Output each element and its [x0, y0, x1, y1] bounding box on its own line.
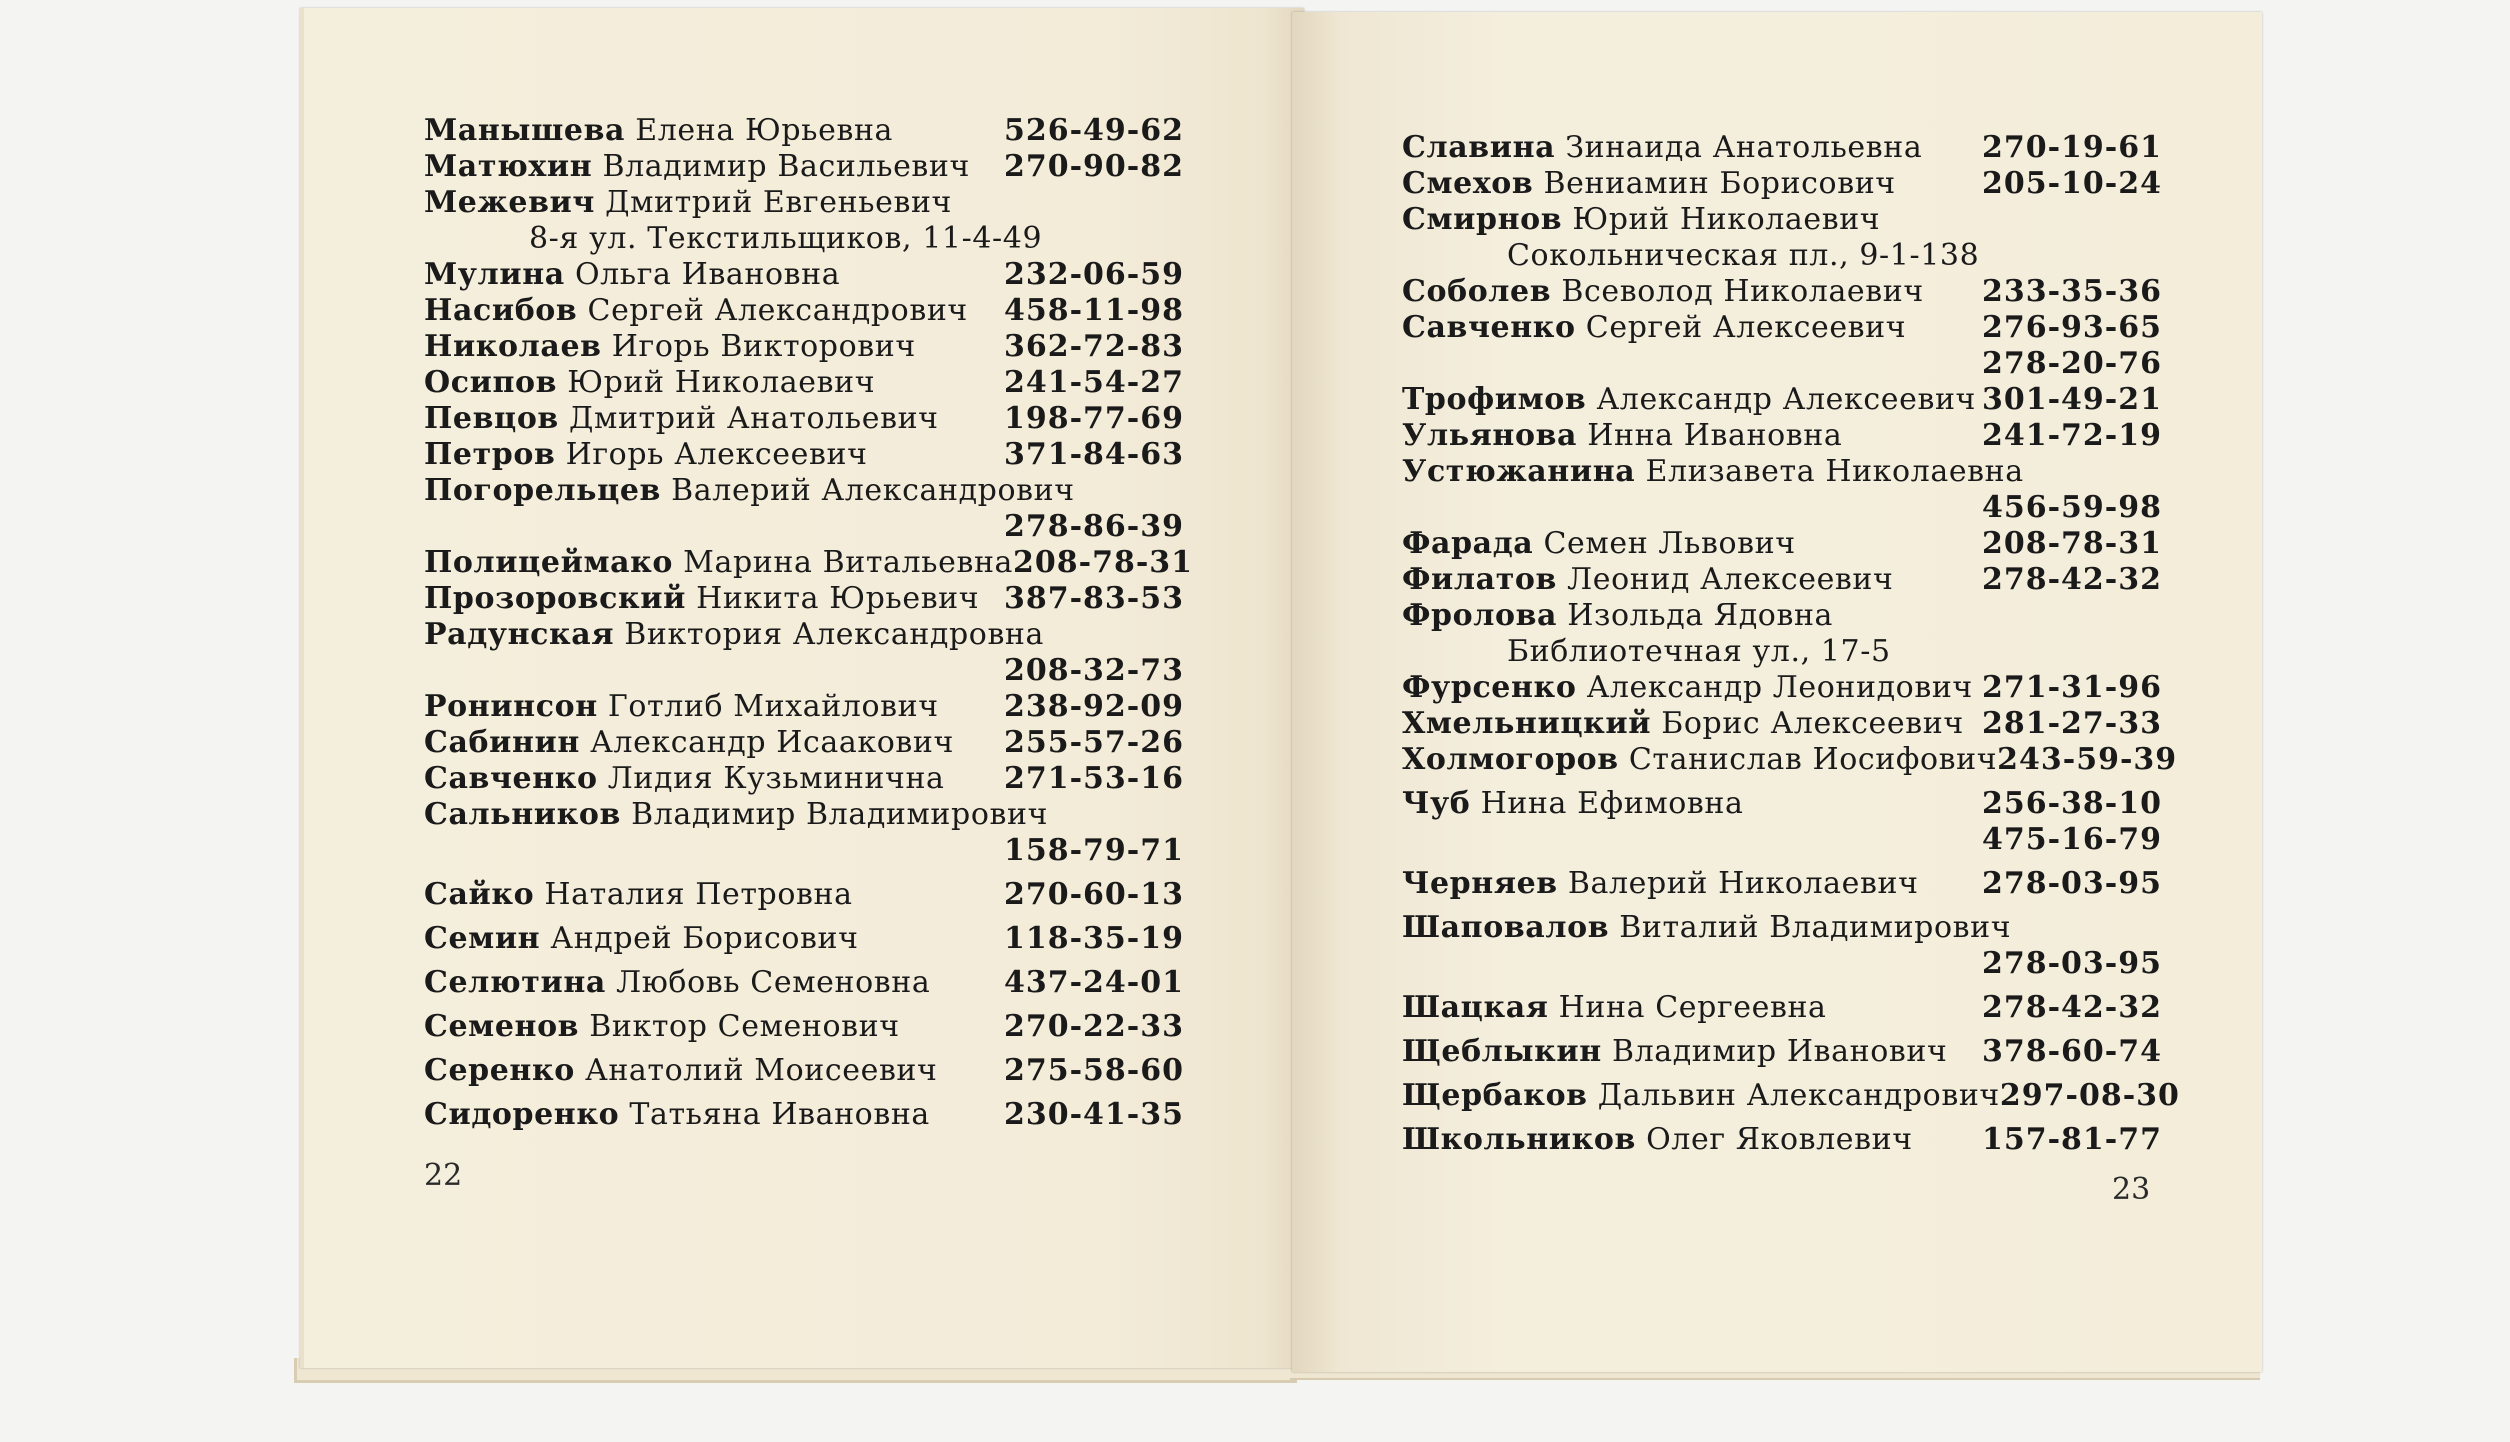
entry-phone: 157-81-77 — [1981, 1122, 2162, 1157]
entry-spacer — [1402, 778, 2162, 786]
entry-surname: Хмельницкий — [1402, 706, 1652, 741]
entry-surname: Семин — [424, 921, 541, 956]
directory-entry — [424, 329, 1184, 365]
entry-line — [424, 437, 1184, 473]
entry-line — [1402, 454, 2162, 490]
entry-given-name: Нина Сергеевна — [1558, 990, 1827, 1025]
directory-entry — [1402, 598, 2162, 670]
entry-surname: Серенко — [424, 1053, 575, 1088]
entry-line — [424, 545, 1194, 581]
directory-entry — [424, 149, 1184, 185]
entry-phone: 256-38-10 — [1981, 786, 2162, 821]
directory-entry — [424, 617, 1184, 689]
entry-surname: Савченко — [424, 761, 598, 796]
entry-phone: 270-19-61 — [1981, 130, 2162, 165]
entry-surname: Смехов — [1402, 166, 1534, 201]
entry-phone: 378-60-74 — [1981, 1034, 2162, 1069]
entry-name — [1402, 1122, 1913, 1158]
entry-name — [424, 473, 1075, 509]
entry-phone: 230-41-35 — [1003, 1097, 1184, 1132]
entry-phone: 371-84-63 — [1003, 437, 1184, 472]
entry-given-name: Станислав Иосифович — [1628, 742, 1998, 777]
entry-line — [424, 689, 1184, 725]
entry-name — [1402, 990, 1827, 1026]
entry-surname: Шацкая — [1402, 990, 1549, 1025]
entry-surname: Сабинин — [424, 725, 580, 760]
entry-name — [1402, 1034, 1947, 1070]
entry-name — [424, 185, 952, 221]
entry-given-name: Владимир Васильевич — [602, 149, 970, 184]
page-number-left: 22 — [424, 1158, 463, 1193]
entry-line — [1402, 418, 2162, 454]
entry-phone: 271-53-16 — [1003, 761, 1184, 796]
entry-phone: 208-78-31 — [1981, 526, 2162, 561]
entry-surname: Матюхин — [424, 149, 593, 184]
entry-surname: Черняев — [1402, 866, 1558, 901]
entry-line — [424, 1009, 1184, 1045]
entry-name — [1402, 562, 1893, 598]
entry-line — [424, 921, 1184, 957]
entry-line — [424, 113, 1184, 149]
entry-name — [1402, 910, 2011, 946]
entry-line — [1402, 166, 2162, 202]
entry-line — [1402, 562, 2162, 598]
entry-given-name: Борис Алексеевич — [1661, 706, 1964, 741]
entry-given-name: Александр Исаакович — [590, 725, 954, 760]
entry-extra-phone: 475-16-79 — [1981, 822, 2162, 857]
entry-given-name: Марина Витальевна — [683, 545, 1014, 580]
entry-surname: Певцов — [424, 401, 559, 436]
entry-name — [424, 761, 945, 797]
entry-line — [1402, 310, 2162, 346]
entry-line — [424, 473, 1184, 509]
entry-name — [1402, 670, 1973, 706]
entry-line — [424, 257, 1184, 293]
entry-name — [1402, 786, 1743, 822]
entry-line — [424, 293, 1184, 329]
entry-phone: 301-49-21 — [1981, 382, 2162, 417]
entry-given-name: Нина Ефимовна — [1480, 786, 1744, 821]
entry-phone: 118-35-19 — [1003, 921, 1184, 956]
entry-extra-phone: 208-32-73 — [1003, 653, 1184, 688]
entry-line — [1402, 1078, 2180, 1114]
directory-entry — [424, 113, 1184, 149]
entry-surname: Семенов — [424, 1009, 580, 1044]
directory-entry — [1402, 786, 2162, 858]
entry-given-name: Андрей Борисович — [550, 921, 859, 956]
entry-name — [424, 617, 1044, 653]
entry-name — [424, 1053, 937, 1089]
entry-phone: 233-35-36 — [1981, 274, 2162, 309]
directory-entry — [1402, 310, 2162, 382]
directory-entry — [424, 689, 1184, 725]
entry-given-name: Лидия Кузьминична — [607, 761, 945, 796]
directory-entry — [424, 1097, 1184, 1133]
entry-given-name: Олег Яковлевич — [1646, 1122, 1913, 1157]
entry-phone: 458-11-98 — [1003, 293, 1184, 328]
entry-surname: Фарада — [1402, 526, 1534, 561]
directory-entry — [424, 185, 1184, 257]
entry-name — [424, 581, 979, 617]
entry-phone: 437-24-01 — [1003, 965, 1184, 1000]
directory-entry — [424, 797, 1184, 869]
entry-given-name: Татьяна Ивановна — [629, 1097, 930, 1132]
entry-line — [424, 617, 1184, 653]
entry-spacer — [424, 1089, 1184, 1097]
directory-entry — [1402, 1122, 2162, 1158]
entry-surname: Устюжанина — [1402, 454, 1636, 489]
entry-surname: Смирнов — [1402, 202, 1563, 237]
entry-given-name: Сергей Александрович — [587, 293, 968, 328]
entry-surname: Щеблыкин — [1402, 1034, 1602, 1069]
entry-phone: 278-42-32 — [1981, 562, 2162, 597]
entry-line — [424, 965, 1184, 1001]
entry-line — [424, 761, 1184, 797]
entry-line — [424, 797, 1184, 833]
entry-surname: Погорельцев — [424, 473, 662, 508]
entry-surname: Осипов — [424, 365, 558, 400]
entry-phone: 270-90-82 — [1003, 149, 1184, 184]
entry-surname: Соболев — [1402, 274, 1552, 309]
entry-name — [424, 689, 939, 725]
entry-surname: Трофимов — [1402, 382, 1587, 417]
entry-surname: Славина — [1402, 130, 1556, 165]
directory-entry — [424, 761, 1184, 797]
entry-name — [1402, 274, 1924, 310]
entry-given-name: Наталия Петровна — [544, 877, 853, 912]
entry-name — [1402, 526, 1796, 562]
entry-name — [424, 437, 868, 473]
directory-entry — [424, 921, 1184, 957]
directory-entry — [1402, 166, 2162, 202]
entry-line — [1402, 742, 2178, 778]
entry-line — [424, 1053, 1184, 1089]
entry-surname: Петров — [424, 437, 556, 472]
entry-spacer — [1402, 1070, 2162, 1078]
entry-line — [1402, 866, 2162, 902]
entry-name — [1402, 742, 1997, 778]
entry-phone: 270-22-33 — [1003, 1009, 1184, 1044]
entry-spacer — [1402, 982, 2162, 990]
entry-given-name: Семен Львович — [1543, 526, 1796, 561]
entry-line — [424, 149, 1184, 185]
entry-phone: 208-78-31 — [1013, 545, 1194, 580]
entry-address: Библиотечная ул., 17-5 — [1507, 634, 1891, 669]
entry-line — [424, 401, 1184, 437]
directory-column-right — [1402, 130, 2180, 1166]
entry-line — [1402, 706, 2162, 742]
entry-name — [1402, 166, 1896, 202]
entry-surname: Николаев — [424, 329, 602, 364]
entry-spacer — [424, 1001, 1184, 1009]
entry-name — [424, 365, 875, 401]
entry-given-name: Дальвин Александрович — [1597, 1078, 2000, 1113]
entry-given-name: Игорь Алексеевич — [565, 437, 868, 472]
entry-name — [1402, 866, 1919, 902]
entry-given-name: Валерий Александрович — [671, 473, 1075, 508]
entry-name — [424, 797, 1048, 833]
left-page — [300, 8, 1304, 1368]
directory-entry — [1402, 526, 2162, 562]
entry-given-name: Леонид Алексеевич — [1567, 562, 1894, 597]
entry-name — [424, 329, 916, 365]
entry-phone: 238-92-09 — [1003, 689, 1184, 724]
directory-entry — [424, 293, 1184, 329]
directory-entry — [424, 877, 1184, 913]
entry-line — [1402, 910, 2162, 946]
entry-phone: 255-57-26 — [1003, 725, 1184, 760]
directory-entry — [1402, 990, 2162, 1026]
entry-given-name: Владимир Владимирович — [631, 797, 1049, 832]
entry-phone: 241-72-19 — [1981, 418, 2162, 453]
entry-phone: 387-83-53 — [1003, 581, 1184, 616]
entry-given-name: Александр Леонидович — [1586, 670, 1973, 705]
entry-line — [424, 365, 1184, 401]
entry-phone: 270-60-13 — [1003, 877, 1184, 912]
entry-surname: Холмогоров — [1402, 742, 1619, 777]
directory-entry — [1402, 1034, 2162, 1070]
entry-given-name: Юрий Николаевич — [567, 365, 876, 400]
entry-name — [424, 1009, 900, 1045]
right-page — [1292, 12, 2262, 1372]
entry-name — [1402, 310, 1906, 346]
entry-name — [1402, 418, 1842, 454]
entry-surname: Филатов — [1402, 562, 1557, 597]
entry-surname: Ульянова — [1402, 418, 1578, 453]
entry-name — [424, 965, 930, 1001]
entry-line — [1402, 670, 2162, 706]
entry-phone: 241-54-27 — [1003, 365, 1184, 400]
entry-given-name: Виктор Семенович — [589, 1009, 900, 1044]
entry-name — [1402, 202, 1880, 238]
entry-phone: 362-72-83 — [1003, 329, 1184, 364]
directory-entry — [1402, 910, 2162, 982]
entry-spacer — [1402, 1114, 2162, 1122]
entry-given-name: Никита Юрьевич — [696, 581, 980, 616]
entry-given-name: Ольга Ивановна — [574, 257, 841, 292]
entry-given-name: Юрий Николаевич — [1572, 202, 1881, 237]
entry-line — [1402, 786, 2162, 822]
entry-given-name: Елизавета Николаевна — [1645, 454, 2024, 489]
entry-name — [1402, 454, 2024, 490]
entry-surname: Школьников — [1402, 1122, 1636, 1157]
entry-extra-phone: 456-59-98 — [1981, 490, 2162, 525]
entry-given-name: Виктория Александровна — [624, 617, 1045, 652]
entry-spacer — [424, 869, 1184, 877]
entry-phone: 275-58-60 — [1003, 1053, 1184, 1088]
entry-given-name: Виталий Владимирович — [1619, 910, 2012, 945]
directory-entry — [1402, 562, 2162, 598]
directory-entry — [1402, 866, 2162, 902]
entry-surname: Шаповалов — [1402, 910, 1610, 945]
entry-surname: Сайко — [424, 877, 535, 912]
entry-phone: 281-27-33 — [1981, 706, 2162, 741]
directory-column-left — [424, 113, 1194, 1141]
entry-spacer — [424, 913, 1184, 921]
entry-line — [424, 185, 1184, 221]
directory-entry — [424, 1009, 1184, 1045]
entry-line — [1402, 130, 2162, 166]
directory-entry — [424, 1053, 1184, 1089]
entry-surname: Чуб — [1402, 786, 1471, 821]
entry-given-name: Зинаида Анатольевна — [1565, 130, 1923, 165]
entry-surname: Сальников — [424, 797, 621, 832]
entry-name — [424, 293, 968, 329]
entry-surname: Насибов — [424, 293, 578, 328]
entry-spacer — [424, 1133, 1184, 1141]
entry-name — [424, 401, 939, 437]
entry-surname: Прозоровский — [424, 581, 686, 616]
entry-given-name: Дмитрий Евгеньевич — [605, 185, 952, 220]
entry-name — [1402, 706, 1964, 742]
entry-name — [424, 1097, 930, 1133]
entry-surname: Межевич — [424, 185, 595, 220]
entry-given-name: Сергей Алексеевич — [1585, 310, 1907, 345]
directory-entry — [1402, 454, 2162, 526]
entry-extra-phone: 278-03-95 — [1981, 946, 2162, 981]
directory-entry — [1402, 382, 2162, 418]
entry-given-name: Владимир Иванович — [1611, 1034, 1948, 1069]
entry-extra-phone: 278-86-39 — [1003, 509, 1184, 544]
entry-spacer — [424, 1045, 1184, 1053]
entry-phone: 278-03-95 — [1981, 866, 2162, 901]
entry-name — [424, 921, 859, 957]
entry-name — [424, 545, 1013, 581]
entry-surname: Савченко — [1402, 310, 1576, 345]
directory-entry — [1402, 742, 2178, 778]
entry-line — [1402, 202, 2162, 238]
entry-name — [424, 149, 970, 185]
entry-phone: 205-10-24 — [1981, 166, 2162, 201]
entry-line — [1402, 274, 2162, 310]
entry-given-name: Вениамин Борисович — [1543, 166, 1896, 201]
directory-entry — [424, 473, 1184, 545]
directory-entry — [1402, 202, 2162, 274]
directory-entry — [1402, 706, 2162, 742]
entry-spacer — [1402, 1158, 2162, 1166]
entry-line — [424, 329, 1184, 365]
entry-line — [1402, 1122, 2162, 1158]
entry-name — [1402, 130, 1922, 166]
directory-entry — [424, 401, 1184, 437]
entry-spacer — [1402, 902, 2162, 910]
entry-address: 8-я ул. Текстильщиков, 11-4-49 — [529, 221, 1043, 256]
directory-entry — [1402, 1078, 2180, 1114]
entry-spacer — [1402, 1026, 2162, 1034]
entry-phone: 271-31-96 — [1981, 670, 2162, 705]
entry-given-name: Игорь Викторович — [611, 329, 916, 364]
entry-line — [424, 877, 1184, 913]
entry-phone: 276-93-65 — [1981, 310, 2162, 345]
entry-surname: Сидоренко — [424, 1097, 620, 1132]
entry-line — [1402, 382, 2162, 418]
entry-given-name: Дмитрий Анатольевич — [569, 401, 939, 436]
entry-name — [424, 877, 853, 913]
directory-entry — [424, 257, 1184, 293]
entry-given-name: Анатолий Моисеевич — [585, 1053, 938, 1088]
entry-phone: 278-42-32 — [1981, 990, 2162, 1025]
directory-entry — [424, 725, 1184, 761]
entry-surname: Щербаков — [1402, 1078, 1588, 1113]
entry-surname: Мулина — [424, 257, 565, 292]
directory-entry — [1402, 418, 2162, 454]
entry-line — [1402, 1034, 2162, 1070]
entry-given-name: Всеволод Николаевич — [1561, 274, 1924, 309]
entry-spacer — [1402, 858, 2162, 866]
directory-entry — [424, 365, 1184, 401]
entry-line — [424, 725, 1184, 761]
entry-name — [424, 725, 954, 761]
entry-line — [1402, 526, 2162, 562]
entry-surname: Фролова — [1402, 598, 1558, 633]
entry-extra-phone: 278-20-76 — [1981, 346, 2162, 381]
entry-given-name: Изольда Ядовна — [1567, 598, 1834, 633]
entry-line — [1402, 990, 2162, 1026]
directory-entry — [1402, 130, 2162, 166]
entry-line — [424, 581, 1184, 617]
directory-entry — [424, 581, 1184, 617]
entry-name — [1402, 382, 1976, 418]
entry-given-name: Александр Алексеевич — [1596, 382, 1976, 417]
entry-address: Сокольническая пл., 9-1-138 — [1507, 238, 1980, 273]
entry-line — [1402, 598, 2162, 634]
entry-phone: 297-08-30 — [1999, 1078, 2180, 1113]
entry-phone: 243-59-39 — [1997, 742, 2178, 777]
entry-name — [1402, 1078, 2000, 1114]
entry-surname: Фурсенко — [1402, 670, 1577, 705]
entry-given-name: Инна Ивановна — [1587, 418, 1843, 453]
page-number-right: 23 — [2112, 1172, 2151, 1207]
entry-phone: 198-77-69 — [1003, 401, 1184, 436]
entry-surname: Селютина — [424, 965, 606, 1000]
entry-surname: Манышева — [424, 113, 626, 148]
entry-spacer — [424, 957, 1184, 965]
entry-surname: Полицеймако — [424, 545, 674, 580]
directory-entry — [424, 545, 1194, 581]
entry-surname: Радунская — [424, 617, 615, 652]
directory-entry — [424, 965, 1184, 1001]
entry-given-name: Елена Юрьевна — [635, 113, 894, 148]
entry-line — [424, 1097, 1184, 1133]
entry-name — [424, 257, 840, 293]
entry-name — [424, 113, 893, 149]
entry-extra-phone: 158-79-71 — [1003, 833, 1184, 868]
entry-given-name: Любовь Семеновна — [616, 965, 931, 1000]
entry-phone: 232-06-59 — [1003, 257, 1184, 292]
booklet — [290, 8, 2265, 1384]
entry-surname: Ронинсон — [424, 689, 598, 724]
directory-entry — [1402, 670, 2162, 706]
entry-given-name: Готлиб Михайлович — [607, 689, 939, 724]
entry-given-name: Валерий Николаевич — [1567, 866, 1919, 901]
directory-entry — [424, 437, 1184, 473]
entry-phone: 526-49-62 — [1003, 113, 1184, 148]
entry-name — [1402, 598, 1833, 634]
directory-entry — [1402, 274, 2162, 310]
